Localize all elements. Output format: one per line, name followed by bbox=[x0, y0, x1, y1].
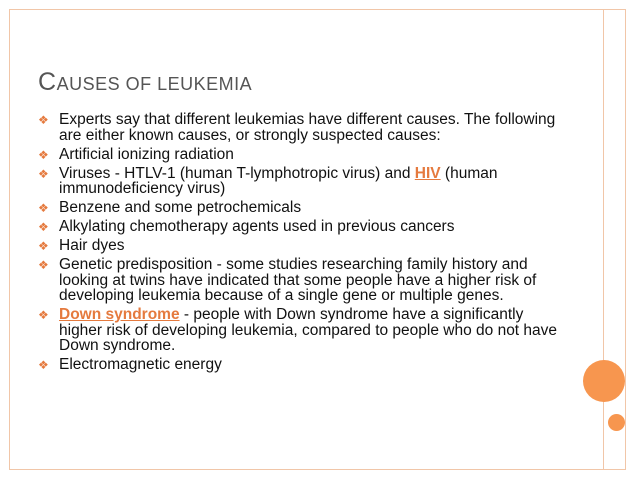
decorative-circle-small bbox=[608, 414, 625, 431]
diamond-bullet-icon: ❖ bbox=[38, 239, 49, 253]
bullet-text-post: (human immunodeficiency virus) bbox=[59, 164, 498, 197]
hiv-link[interactable]: HIV bbox=[414, 164, 441, 182]
bullet-item bbox=[38, 357, 558, 373]
bullet-list bbox=[38, 112, 558, 376]
bullet-item bbox=[38, 257, 558, 304]
slide-title bbox=[38, 68, 252, 97]
bullet-item bbox=[38, 238, 558, 254]
bullet-text: Benzene and some petrochemicals bbox=[59, 199, 302, 216]
diamond-bullet-icon: ❖ bbox=[38, 166, 49, 181]
down-syndrome-link[interactable]: Down syndrome bbox=[59, 306, 180, 323]
bullet-text: Hair dyes bbox=[59, 237, 125, 254]
diamond-bullet-icon: ❖ bbox=[38, 147, 49, 162]
title-rest: AUSES OF LEUKEMIA bbox=[56, 74, 253, 94]
bullet-item bbox=[38, 112, 558, 143]
bullet-item bbox=[38, 166, 558, 197]
bullet-text: Artificial ionizing radiation bbox=[59, 145, 234, 163]
bullet-text: Alkylating chemotherapy agents used in previous cancers bbox=[59, 218, 455, 235]
bullet-text: Genetic predisposition - some studies researching family history and looking at twins have indicated that some people have a higher risk of developing leukemia because of a single gene or multiple genes. bbox=[59, 256, 537, 304]
bullet-item bbox=[38, 147, 558, 163]
diamond-bullet-icon: ❖ bbox=[38, 201, 49, 215]
bullet-item bbox=[38, 200, 558, 216]
bullet-text-post: - people with Down syndrome have a significantly higher risk of developing leukemia, compared to people who do not have Down syndrome. bbox=[59, 306, 558, 354]
diamond-bullet-icon: ❖ bbox=[38, 220, 49, 234]
bullet-text: Experts say that different leukemias have different causes. The following are either known causes, or strongly suspected causes: bbox=[59, 111, 556, 144]
diamond-bullet-icon: ❖ bbox=[38, 113, 49, 127]
title-initial: C bbox=[38, 68, 57, 96]
diamond-bullet-icon: ❖ bbox=[38, 308, 49, 322]
diamond-bullet-icon: ❖ bbox=[38, 358, 49, 372]
bullet-item bbox=[38, 219, 558, 235]
bullet-text-pre: Viruses - HTLV-1 (human T-lymphotropic virus) and bbox=[59, 164, 415, 182]
bullet-text: Electromagnetic energy bbox=[59, 356, 222, 373]
decorative-circle-large bbox=[583, 360, 625, 402]
bullet-item bbox=[38, 307, 558, 354]
diamond-bullet-icon: ❖ bbox=[38, 258, 49, 272]
